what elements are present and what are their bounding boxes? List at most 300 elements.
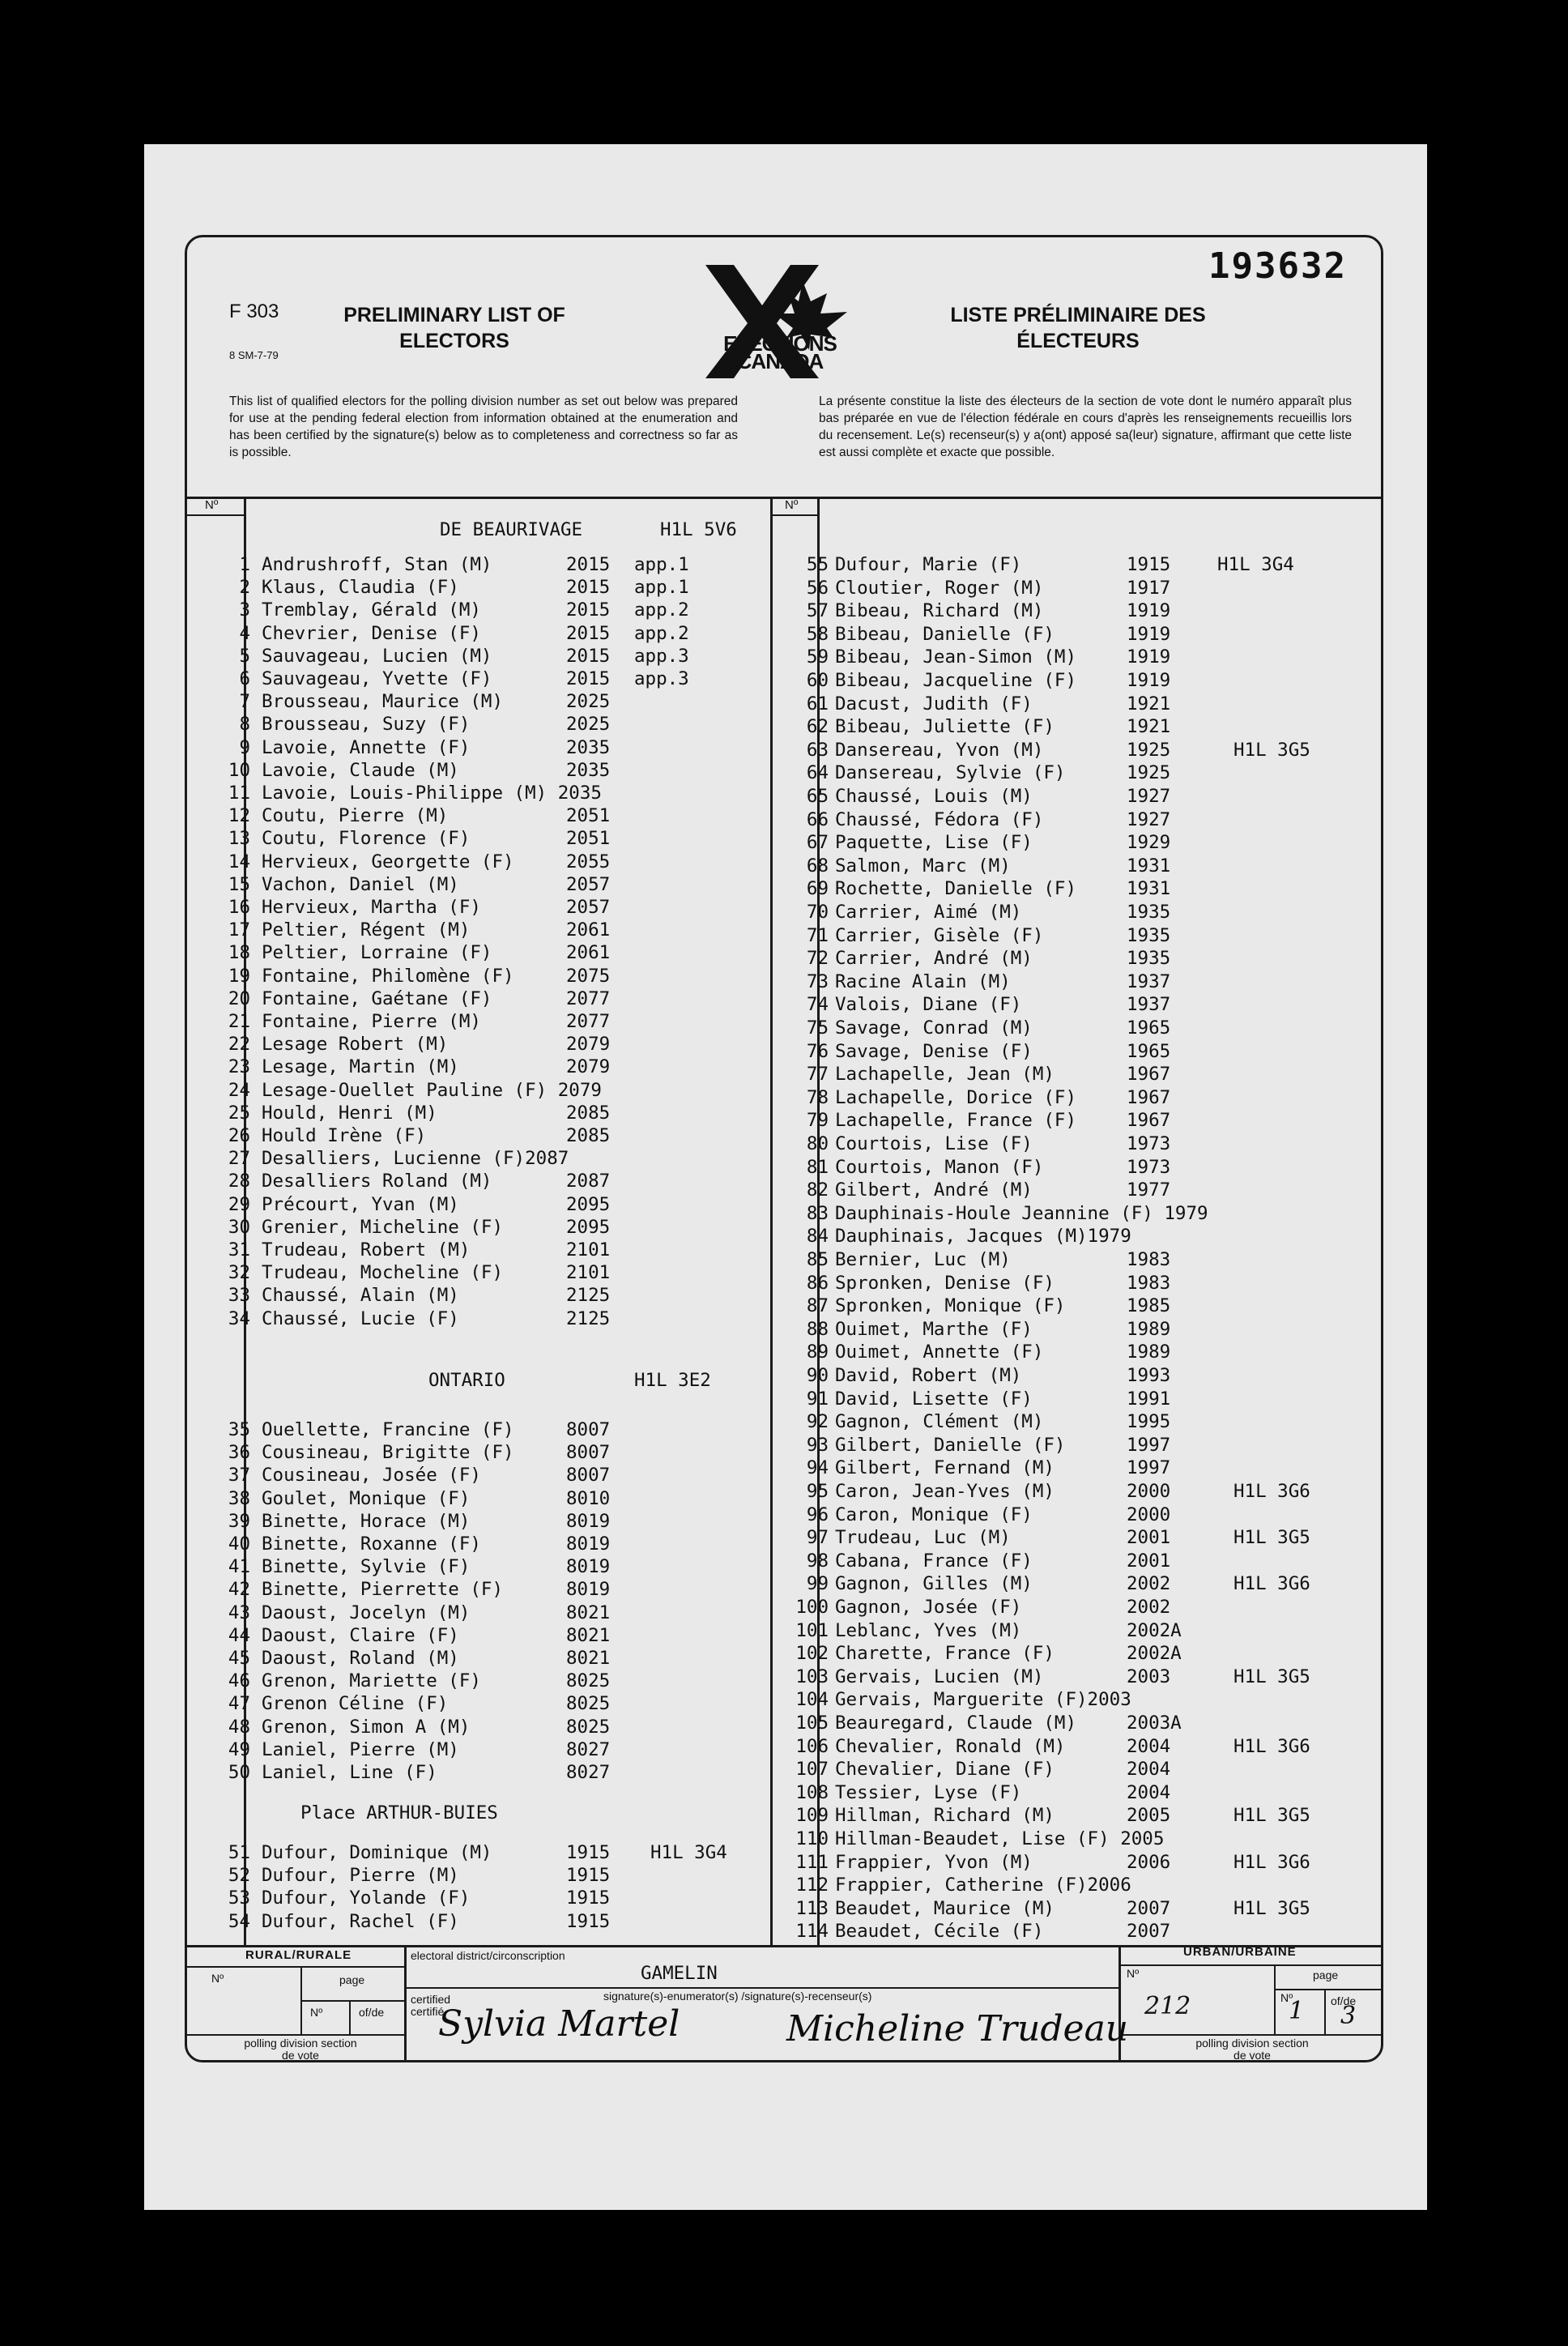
elector-row <box>806 1132 1370 1155</box>
elector-row <box>228 1193 748 1216</box>
civic-number: 2015 <box>566 668 611 689</box>
civic-number: 8007 <box>566 1442 611 1464</box>
elector-name: Ouimet, Marthe (F) <box>835 1318 1033 1340</box>
civic-number: 2079 <box>566 1034 611 1056</box>
elector-number: 52 <box>228 1865 250 1887</box>
apartment-or-postal: app.2 <box>634 599 689 621</box>
elector-number: 43 <box>228 1602 250 1623</box>
elector-row <box>806 646 1370 668</box>
elector-name: Ouimet, Annette (F) <box>835 1341 1044 1363</box>
elector-number: 11 <box>228 783 250 804</box>
elector-name: Daoust, Claire (F) <box>262 1624 459 1646</box>
elector-row <box>806 1504 1370 1526</box>
civic-number: 2002A <box>1127 1619 1182 1641</box>
elector-number: 93 <box>806 1434 829 1456</box>
civic-number: 1935 <box>1127 902 1171 923</box>
elector-name: Leblanc, Yves (M) <box>835 1619 1022 1641</box>
elector-row <box>795 1851 1370 1874</box>
civic-number: 1991 <box>1127 1388 1171 1410</box>
elector-row <box>228 851 748 873</box>
civic-number: 1997 <box>1127 1434 1171 1456</box>
elector-name: Goulet, Monique (F) <box>262 1487 471 1509</box>
civic-number: 1965 <box>1127 1017 1171 1039</box>
form-number-text: F 303 <box>229 301 279 322</box>
elector-row <box>239 713 748 736</box>
elector-row <box>228 1716 748 1738</box>
civic-number: 1983 <box>1127 1249 1171 1270</box>
apartment-or-postal: app.3 <box>634 645 689 667</box>
civic-number: 2003 <box>1127 1666 1171 1687</box>
civic-number: 2087 <box>566 1171 611 1192</box>
elector-name: Gilbert, André (M) <box>835 1179 1033 1201</box>
elector-name: Trudeau, Robert (M) <box>262 1239 471 1260</box>
rural-page-no-label: Nº <box>310 2006 323 2019</box>
urban-label: URBAN/URBAINE <box>1183 1945 1297 1959</box>
civic-number: 1967 <box>1127 1064 1171 1086</box>
civic-number: 1989 <box>1127 1341 1171 1363</box>
document-sheet <box>144 144 1427 2210</box>
elector-row <box>228 1216 748 1239</box>
rural-page-rule-v2 <box>349 2000 351 2034</box>
civic-number: 1915 <box>566 1887 611 1909</box>
elector-row <box>806 1388 1370 1410</box>
elector-number: 18 <box>228 942 250 964</box>
civic-number: 1915 <box>566 1865 611 1887</box>
urban-page-label: page <box>1313 1969 1339 1981</box>
rural-of-label: of/de <box>359 2006 385 2019</box>
elector-number: 58 <box>806 623 829 645</box>
elector-row <box>806 553 1370 576</box>
civic-number: 2006 <box>1127 1851 1171 1873</box>
elector-number: 82 <box>806 1179 829 1201</box>
elector-number: 46 <box>228 1670 250 1692</box>
elector-row <box>806 855 1370 877</box>
elector-name: Caron, Jean-Yves (M) <box>835 1481 1055 1502</box>
section-street-beaurivage: DE BEAURIVAGE <box>440 519 583 540</box>
elector-number: 24 <box>228 1079 250 1101</box>
apartment-or-postal: app.1 <box>634 554 689 575</box>
elector-row <box>795 1920 1370 1943</box>
postal-code: H1L 3G6 <box>1234 1735 1310 1757</box>
apartment-or-postal: app.3 <box>634 668 689 689</box>
elector-name: Caron, Monique (F) <box>835 1504 1033 1525</box>
elector-row <box>795 1619 1370 1642</box>
elector-name: Desalliers Roland (M) <box>262 1171 492 1192</box>
civic-number: 2055 <box>566 851 611 872</box>
elector-name: Dufour, Pierre (M) <box>262 1865 459 1887</box>
elector-row <box>795 1828 1370 1850</box>
civic-number: 1927 <box>1127 786 1171 807</box>
civic-number: 1993 <box>1127 1365 1171 1386</box>
civic-number: 2007 <box>1127 1921 1171 1943</box>
elector-number: 48 <box>228 1716 250 1738</box>
elector-row <box>228 1033 748 1056</box>
elector-row <box>806 599 1370 622</box>
elector-number: 29 <box>228 1193 250 1215</box>
elector-name: Chaussé, Alain (M) <box>262 1285 459 1307</box>
elector-number: 45 <box>228 1648 250 1669</box>
elector-row <box>228 919 748 941</box>
elector-number: 68 <box>806 855 829 877</box>
rural-polling-division-label: polling division section de vote <box>244 2037 357 2062</box>
elector-number: 33 <box>228 1285 250 1307</box>
elector-number: 59 <box>806 646 829 668</box>
civic-number: 1927 <box>1127 808 1171 830</box>
elector-number: 3 <box>239 599 250 621</box>
civic-number: 2051 <box>566 805 611 827</box>
civic-number: 2015 <box>566 645 611 667</box>
elector-number: 79 <box>806 1110 829 1132</box>
elector-row <box>806 1295 1370 1317</box>
elector-number: 112 <box>795 1875 829 1896</box>
elector-number: 69 <box>806 878 829 900</box>
elector-row <box>806 1225 1370 1248</box>
elector-number: 80 <box>806 1133 829 1154</box>
rural-no-label: Nº <box>211 1972 224 1985</box>
elector-row <box>228 896 748 919</box>
elector-name: Savage, Denise (F) <box>835 1040 1033 1062</box>
left-number-header: Nº <box>205 498 219 512</box>
elector-name: Salmon, Marc (M) <box>835 855 1011 877</box>
elector-name: Chaussé, Lucie (F) <box>262 1307 459 1329</box>
electors-form <box>185 235 1383 2062</box>
elector-number: 15 <box>228 873 250 895</box>
civic-number: 2057 <box>566 897 611 918</box>
elector-row <box>795 1735 1370 1758</box>
civic-number: 2077 <box>566 1011 611 1032</box>
elector-row <box>806 877 1370 900</box>
elector-number: 96 <box>806 1504 829 1525</box>
postal-code: H1L 3G5 <box>1234 1805 1310 1827</box>
serial-number: 193632 <box>1208 245 1347 287</box>
civic-number: 2001 <box>1127 1550 1171 1572</box>
elector-number: 51 <box>228 1842 250 1863</box>
elector-row <box>228 1170 748 1192</box>
enumerator-signature-2: Micheline Trudeau <box>786 2008 1129 2050</box>
civic-number: 1985 <box>1127 1295 1171 1317</box>
elector-number: 87 <box>806 1295 829 1317</box>
elector-number: 21 <box>228 1011 250 1032</box>
elector-name: Charette, France (F) <box>835 1643 1055 1665</box>
civic-number: 2095 <box>566 1193 611 1215</box>
elector-name: Sauvageau, Yvette (F) <box>262 668 492 689</box>
elector-number: 60 <box>806 670 829 691</box>
civic-number: 1983 <box>1127 1272 1171 1294</box>
elector-name: Courtois, Manon (F) <box>835 1156 1044 1178</box>
center-left-rule <box>770 497 773 1947</box>
elector-row <box>806 970 1370 993</box>
elector-name: Gagnon, Clément (M) <box>835 1411 1044 1433</box>
elector-name: Lavoie, Claude (M) <box>262 759 459 781</box>
elector-name: Daoust, Jocelyn (M) <box>262 1602 471 1623</box>
elector-name: Lachapelle, Dorice (F) <box>835 1086 1077 1108</box>
elector-number: 67 <box>806 832 829 854</box>
elector-name: Hervieux, Martha (F) <box>262 897 481 918</box>
civic-number: 2025 <box>566 691 611 713</box>
civic-number: 1935 <box>1127 948 1171 970</box>
elector-number: 27 <box>228 1148 250 1170</box>
elector-number: 1 <box>239 554 250 575</box>
civic-number: 2015 <box>566 599 611 621</box>
civic-number: 8019 <box>566 1533 611 1555</box>
elector-row <box>239 553 748 576</box>
intro-english: This list of qualified electors for the polling division number as set out below was prepared for use at the pending federal election from information obtained at the enumeration and has been certified by the signature(s) below as to completeness and correctness so far as is possible. <box>229 395 738 459</box>
elector-number: 36 <box>228 1442 250 1464</box>
elector-number: 50 <box>228 1762 250 1783</box>
postal-code: H1L 3G4 <box>1217 554 1294 575</box>
elector-row <box>228 1624 748 1647</box>
postal-code: H1L 3G5 <box>1234 1527 1310 1549</box>
civic-number: 1989 <box>1127 1318 1171 1340</box>
elector-name: Brousseau, Maurice (M) <box>262 691 504 713</box>
elector-number: 25 <box>228 1102 250 1124</box>
elector-name: David, Lisette (F) <box>835 1388 1033 1410</box>
civic-number: 1935 <box>1127 924 1171 946</box>
elector-number: 39 <box>228 1510 250 1532</box>
intro-french: La présente constitue la liste des électeurs de la section de vote dont le numéro apparaît plus bas préparée en vue de l'élection fédérale en cours d'après les renseignements recueillis lors du recensement. Le(s) recenseur(s) y a(ont) apposé sa(leur) signature, affirmant que cette liste est aussi complète et exacte que possible. <box>819 395 1352 459</box>
elector-number: 28 <box>228 1171 250 1192</box>
elector-row <box>228 1910 748 1933</box>
civic-number: 2051 <box>566 828 611 850</box>
urban-of-label: of/de <box>1331 1994 1357 2007</box>
elector-row <box>239 645 748 668</box>
elector-name: Binette, Sylvie (F) <box>262 1556 471 1578</box>
civic-number: 2002A <box>1127 1643 1182 1665</box>
elector-number: 106 <box>795 1735 829 1757</box>
urban-page-rule-h <box>1274 1989 1381 1990</box>
elector-name: Bibeau, Richard (M) <box>835 600 1044 622</box>
elector-number: 74 <box>806 994 829 1016</box>
elector-row <box>806 715 1370 738</box>
civic-number: 1921 <box>1127 716 1171 738</box>
civic-number: 2004 <box>1127 1781 1171 1803</box>
elector-number: 63 <box>806 739 829 761</box>
elector-name: Lachapelle, France (F) <box>835 1110 1077 1132</box>
civic-number: 8027 <box>566 1738 611 1760</box>
title-english: PRELIMINARY LIST OF ELECTORS <box>343 304 565 352</box>
elector-number: 100 <box>795 1597 829 1618</box>
elector-number: 53 <box>228 1887 250 1909</box>
elector-name: Grenon Céline (F) <box>262 1693 449 1715</box>
elector-name: Klaus, Claudia (F) <box>262 577 459 599</box>
civic-number: 1967 <box>1127 1110 1171 1132</box>
elector-number: 20 <box>228 987 250 1009</box>
elector-row <box>228 1738 748 1761</box>
elector-number: 62 <box>806 716 829 738</box>
table-top-rule <box>187 497 1381 499</box>
elector-number: 4 <box>239 622 250 644</box>
elector-name: Desalliers, Lucienne (F)2087 <box>262 1148 569 1170</box>
elector-number: 37 <box>228 1465 250 1487</box>
civic-number: 1931 <box>1127 855 1171 877</box>
elector-name: Trudeau, Mocheline (F) <box>262 1262 504 1284</box>
elector-number: 22 <box>228 1034 250 1056</box>
right-number-header: Nº <box>785 498 799 512</box>
civic-number: 2015 <box>566 622 611 644</box>
elector-name: Binette, Pierrette (F) <box>262 1579 504 1601</box>
elector-row <box>795 1666 1370 1688</box>
civic-number: 8027 <box>566 1762 611 1783</box>
elector-number: 92 <box>806 1411 829 1433</box>
elector-name: Hould, Henri (M) <box>262 1102 437 1124</box>
elector-number: 12 <box>228 805 250 827</box>
postal-code: H1L 3G6 <box>1234 1573 1310 1595</box>
elector-name: Dauphinais-Houle Jeannine (F) 1979 <box>835 1202 1208 1224</box>
elector-number: 49 <box>228 1738 250 1760</box>
elector-row <box>806 1156 1370 1179</box>
civic-number: 1929 <box>1127 832 1171 854</box>
elector-name: Dufour, Marie (F) <box>835 554 1022 575</box>
district-rule <box>404 1987 1118 1989</box>
elector-number: 64 <box>806 762 829 784</box>
elector-row <box>228 1487 748 1510</box>
elector-row <box>239 690 748 713</box>
logo-wordmark: ELECTIONS CANADA <box>723 331 837 373</box>
elector-row <box>239 622 748 645</box>
elector-row <box>806 669 1370 692</box>
elector-number: 95 <box>806 1481 829 1502</box>
elector-name: Fontaine, Pierre (M) <box>262 1011 481 1032</box>
elector-name: Laniel, Pierre (M) <box>262 1738 459 1760</box>
elector-row <box>806 1086 1370 1109</box>
elector-row <box>228 1124 748 1147</box>
elector-number: 114 <box>795 1921 829 1943</box>
elector-name: Dauphinais, Jacques (M)1979 <box>835 1226 1131 1248</box>
elector-row <box>806 1063 1370 1086</box>
elector-number: 94 <box>806 1457 829 1479</box>
elector-row <box>228 1864 748 1887</box>
civic-number: 8007 <box>566 1465 611 1487</box>
civic-number: 1919 <box>1127 623 1171 645</box>
elector-number: 81 <box>806 1156 829 1178</box>
postal-code: H1L 3G5 <box>1234 1897 1310 1919</box>
elector-name: Lavoie, Annette (F) <box>262 736 471 758</box>
urban-page-no-label: Nº <box>1280 1991 1293 2004</box>
elector-name: Savage, Conrad (M) <box>835 1017 1033 1039</box>
elector-number: 41 <box>228 1556 250 1578</box>
elector-number: 107 <box>795 1759 829 1781</box>
elector-row <box>795 1804 1370 1827</box>
elector-row <box>228 827 748 850</box>
elector-name: Racine Alain (M) <box>835 970 1011 992</box>
elector-name: Binette, Horace (M) <box>262 1510 471 1532</box>
elector-row <box>228 804 748 827</box>
elector-row <box>795 1596 1370 1619</box>
civic-number: 1921 <box>1127 693 1171 714</box>
civic-number: 1967 <box>1127 1086 1171 1108</box>
elector-name: Bernier, Luc (M) <box>835 1249 1011 1270</box>
civic-number: 8019 <box>566 1579 611 1601</box>
civic-number: 2101 <box>566 1262 611 1284</box>
elector-name: Vachon, Daniel (M) <box>262 873 459 895</box>
elector-name: Tremblay, Gérald (M) <box>262 599 481 621</box>
elector-number: 13 <box>228 828 250 850</box>
elector-row <box>806 761 1370 784</box>
elector-name: Chaussé, Fédora (F) <box>835 808 1044 830</box>
elector-number: 89 <box>806 1341 829 1363</box>
elector-name: Beauregard, Claude (M) <box>835 1713 1077 1734</box>
civic-number: 8025 <box>566 1716 611 1738</box>
elector-number: 56 <box>806 577 829 599</box>
section-postal-ontario: H1L 3E2 <box>634 1370 711 1391</box>
elector-number: 10 <box>228 759 250 781</box>
civic-number: 2007 <box>1127 1897 1171 1919</box>
elector-name: Dacust, Judith (F) <box>835 693 1033 714</box>
elector-number: 73 <box>806 970 829 992</box>
elector-number: 6 <box>239 668 250 689</box>
elector-name: Sauvageau, Lucien (M) <box>262 645 492 667</box>
elector-row <box>228 987 748 1010</box>
section-street-arthur-buies: Place ARTHUR-BUIES <box>300 1802 498 1823</box>
urban-polling-rule <box>1118 2034 1381 2036</box>
elector-row <box>806 808 1370 831</box>
elector-name: Beaudet, Maurice (M) <box>835 1897 1055 1919</box>
elector-number: 83 <box>806 1202 829 1224</box>
civic-number: 1937 <box>1127 970 1171 992</box>
elector-row <box>806 1179 1370 1201</box>
elector-number: 66 <box>806 808 829 830</box>
elector-number: 19 <box>228 965 250 987</box>
civic-number: 2061 <box>566 942 611 964</box>
elector-row <box>228 782 748 804</box>
elector-name: Lesage Robert (M) <box>262 1034 449 1056</box>
elector-number: 54 <box>228 1910 250 1932</box>
elector-row <box>228 1887 748 1909</box>
elector-number: 2 <box>239 577 250 599</box>
elector-number: 7 <box>239 691 250 713</box>
civic-number: 2025 <box>566 714 611 736</box>
elector-name: Binette, Roxanne (F) <box>262 1533 481 1555</box>
elector-row <box>228 1010 748 1033</box>
elector-number: 98 <box>806 1550 829 1572</box>
elector-name: Gagnon, Josée (F) <box>835 1597 1022 1618</box>
elector-number: 109 <box>795 1805 829 1827</box>
elector-name: Cousineau, Josée (F) <box>262 1465 481 1487</box>
elector-name: Bibeau, Danielle (F) <box>835 623 1055 645</box>
elector-row <box>228 1602 748 1624</box>
civic-number: 8021 <box>566 1648 611 1669</box>
elector-row <box>228 1147 748 1170</box>
elector-row <box>806 577 1370 599</box>
civic-number: 1915 <box>1127 554 1171 575</box>
elector-row <box>806 1017 1370 1039</box>
elector-number: 75 <box>806 1017 829 1039</box>
elector-row <box>795 1642 1370 1665</box>
elector-row <box>228 941 748 964</box>
elector-name: Coutu, Florence (F) <box>262 828 471 850</box>
elector-name: Bibeau, Jacqueline (F) <box>835 670 1077 691</box>
elector-name: Lavoie, Louis-Philippe (M) 2035 <box>262 783 602 804</box>
elector-row <box>806 1040 1370 1063</box>
civic-number: 2075 <box>566 965 611 987</box>
civic-number: 1997 <box>1127 1457 1171 1479</box>
elector-name: Coutu, Pierre (M) <box>262 805 449 827</box>
elector-row <box>228 1056 748 1078</box>
elector-name: Précourt, Yvan (M) <box>262 1193 459 1215</box>
elector-row <box>228 965 748 987</box>
civic-number: 1973 <box>1127 1156 1171 1178</box>
elector-name: Hillman, Richard (M) <box>835 1805 1055 1827</box>
postal-code: H1L 3G6 <box>1234 1481 1310 1502</box>
elector-name: Hervieux, Georgette (F) <box>262 851 514 872</box>
elector-name: Fontaine, Gaétane (F) <box>262 987 492 1009</box>
elector-number: 88 <box>806 1318 829 1340</box>
elector-row <box>228 1261 748 1284</box>
postal-code: H1L 3G5 <box>1234 739 1310 761</box>
civic-number: 8019 <box>566 1510 611 1532</box>
civic-number: 1919 <box>1127 670 1171 691</box>
civic-number: 1977 <box>1127 1179 1171 1201</box>
